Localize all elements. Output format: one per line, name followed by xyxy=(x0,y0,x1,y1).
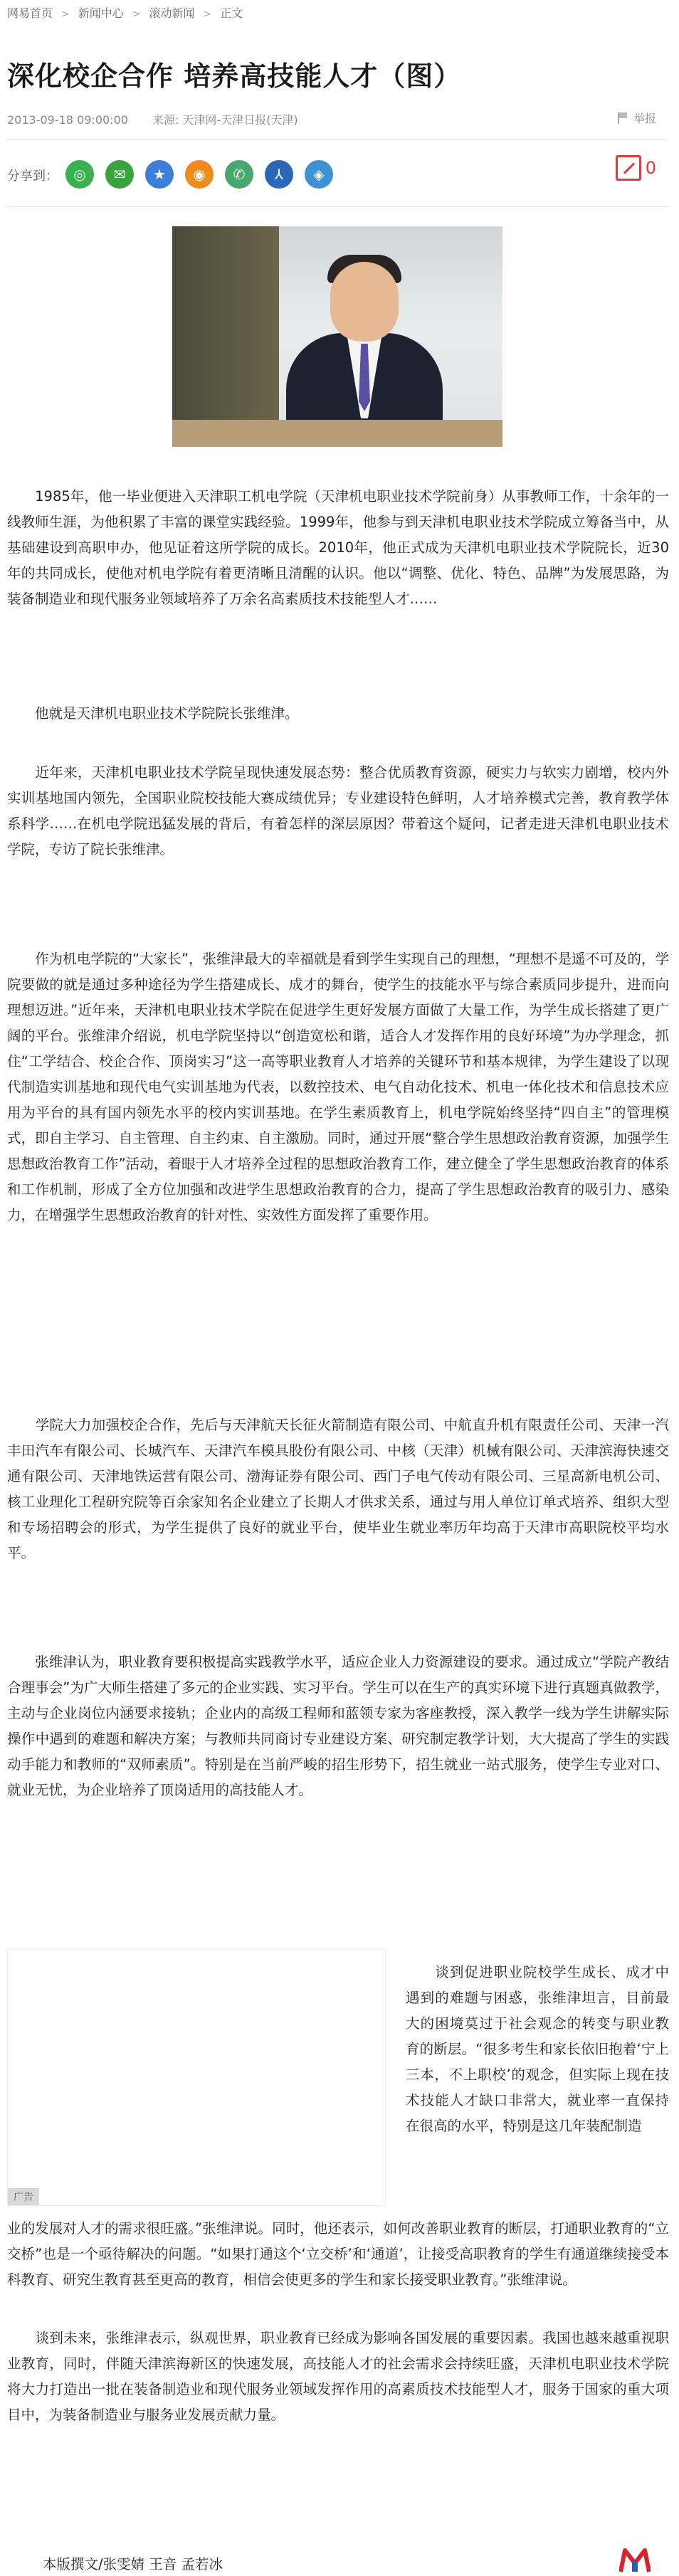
ad-label: 广告 xyxy=(8,2188,39,2205)
breadcrumb-current: 正文 xyxy=(220,6,243,20)
comment-count: 0 xyxy=(645,158,656,178)
ad-placeholder[interactable] xyxy=(7,1948,386,2206)
divider xyxy=(7,206,669,207)
wechat-icon[interactable]: ✉ xyxy=(105,160,134,189)
chevron-right-icon: > xyxy=(132,9,141,20)
report-button[interactable] xyxy=(618,110,656,126)
breadcrumb-rolling-link[interactable]: 滚动新闻 xyxy=(149,6,195,20)
article-source[interactable]: 来源: 天津网-天津日报(天津) xyxy=(152,113,298,127)
paragraph: 张维津认为，职业教育要积极提高实践教学水平，适应企业人力资源建设的要求。通过成立“学院产教结合理事会”为广大师生搭建了多元的企业实践、实习平台。学生可以在生产的真实环境下进行真题真做教学，主动与企业岗位内涵要求接轨；企业内的高级工程师和蓝领专家为客座教授，深入教学一线为学生讲解实际操作中遇到的难题和解决方案；与教师共同商讨专业建设方案、研究制定教学计划，大大提高了学生的实践动手能力和教师的“双师素质”。特别是在当前严峻的招生形势下，招生就业一站式服务，使学生专业对口、就业无忧，为企业培养了顶岗适用的高技能人才。 xyxy=(7,1654,669,1798)
chevron-right-icon: > xyxy=(61,9,70,20)
paragraph: 近年来，天津机电职业技术学院呈现快速发展态势：整合优质教育资源，硬实力与软实力剧增，校内外实训基地国内领先，全国职业院校技能大赛成绩优异；专业建设特色鲜明，人才培养模式完善，教育教学体系科学……在机电学院迅猛发展的背后，有着怎样的深层原因？带着这个疑问，记者走进天津机电职业技术学院，专访了院长张维津。 xyxy=(7,764,669,857)
comment-button[interactable] xyxy=(616,155,656,181)
paragraph: 业的发展对人才的需求很旺盛。”张维津说。同时，他还表示，如何改善职业教育的断层，打通职业教育的“立交桥”也是一个亟待解决的问题。“如果打通这个‘立交桥’和‘通道’，让接受高职教育的学生有通道继续接受本科教育、研究生教育甚至更高的教育，相信会使更多的学生和家长接受职业教育。”张维津说。 xyxy=(7,2220,669,2288)
paragraph: 作为机电学院的“大家长”，张维津最大的幸福就是看到学生实现自己的理想，“理想不是遥不可及的，学院要做的就是通过多种途径为学生搭建成长、成才的舞台，使学生的技能水平与综合素质同步提升，进而向理想迈进。”近年来，天津机电职业技术学院在促进学生更好发展方面做了大量工作，为学生成长搭建了更广阔的平台。张维津介绍说，机电学院坚持以“创造宽松和谐，适合人才发挥作用的良好环境”为办学理念，抓住“工学结合、校企合作、顶岗实习”这一高等职业教育人才培养的关键环节和基本规律，为学生建设了以现代制造实训基地和现代电气实训基地为代表，以数控技术、电气自动化技术、机电一体化技术和信息技术应用为平台的具有国内领先水平的校内实训基地。在学生素质教育上，机电学院始终坚持“四自主”的管理模式，即自主学习、自主管理、自主约束、自主激励。同时，通过开展“整合学生思想政治教育资源，加强学生思想政治教育工作”活动，着眼于人才培养全过程的思想政治教育工作，建立健全了学生思想政治教育的体系和工作机制，形成了全方位加强和改进学生思想政治教育的合力，提高了学生思想政治教育的吸引力、感染力，在增强学生思想政治教育的针对性、实效性方面发挥了重要作用。 xyxy=(7,951,669,1223)
chevron-right-icon: > xyxy=(203,9,212,20)
tencent-weibo-icon[interactable]: ◈ xyxy=(305,160,333,189)
share-label: 分享到： xyxy=(7,169,58,184)
page-title: 深化校企合作 培养高技能人才（图） xyxy=(7,60,462,92)
qzone-icon[interactable]: ★ xyxy=(145,160,174,189)
breadcrumb-home-link[interactable]: 网易首页 xyxy=(7,6,53,20)
flag-icon xyxy=(618,112,629,124)
breadcrumb xyxy=(7,4,243,21)
article-photo xyxy=(172,226,502,447)
share-bar xyxy=(7,160,669,191)
paragraph: 他就是天津机电职业技术学院院长张维津。 xyxy=(7,705,299,722)
renren-icon[interactable]: ⅄ xyxy=(265,160,293,189)
article-meta xyxy=(7,111,298,127)
paragraph: 1985年，他一毕业便进入天津职工机电学院（天津机电职业技术学院前身）从事教师工作，十余年的一线教师生涯，为他积累了丰富的课堂实践经验。1999年，他参与到天津机电职业技术学院成立筹备当中，从基础建设到高职申办，他见证着这所学院的成长。2010年，他正式成为天津机电职业技术学院院长，近30年的共同成长，使他对机电学院有着更清晰且清醒的认识。他以“调整、优化、特色、品牌”为发展思路，为装备制造业和现代服务业领域培养了万余名高素质技术技能型人才…… xyxy=(7,488,669,607)
editor-line: 本版撰文/张雯婧 王音 孟若冰 xyxy=(43,2556,223,2572)
paragraph: 学院大力加强校企合作，先后与天津航天长征火箭制造有限公司、中航直升机有限责任公司、天津一汽丰田汽车有限公司、长城汽车、天津汽车模具股份有限公司、中核（天津）机械有限公司、天津滨海快速交通有限公司、天津地铁运营有限公司、渤海证券有限公司、西门子电气传动有限公司、三星高新电机公司、核工业理化工程研究院等百余家知名企业建立了长期人才供求关系，通过与用人单位订单式培养、组织大型和专场招聘会的形式，为学生提供了良好的就业平台，使毕业生就业率历年均高于天津市高职院校平均水平。 xyxy=(7,1417,669,1561)
divider xyxy=(7,139,669,140)
comment-edit-icon xyxy=(616,155,641,181)
report-label: 举报 xyxy=(633,112,656,125)
phone-icon[interactable]: ✆ xyxy=(225,160,253,189)
breadcrumb-news-link[interactable]: 新闻中心 xyxy=(78,6,124,20)
wangyi-logo xyxy=(619,2548,651,2573)
yixin-icon[interactable]: ◎ xyxy=(65,160,94,189)
article-datetime: 2013-09-18 09:00:00 xyxy=(7,113,128,127)
paragraph: 谈到促进职业院校学生成长、成才中遇到的难题与困惑，张维津坦言，目前最大的困境莫过于社会观念的转变与职业教育的断层。“很多考生和家长依旧抱着‘宁上三本，不上职校’的观念，但实际上现在技术技能人才缺口非常大，就业率一直保持在很高的水平，特别是这几年装配制造 xyxy=(406,1964,669,2134)
paragraph: 谈到未来，张维津表示，纵观世界，职业教育已经成为影响各国发展的重要因素。我国也越来越重视职业教育，同时，伴随天津滨海新区的快速发展，高技能人才的社会需求会持续旺盛，天津机电职业技术学院将大力打造出一批在装备制造业和现代服务业领域发挥作用的高素质技术技能型人才，服务于国家的重大项目中，为装备制造业与服务业发展贡献力量。 xyxy=(7,2330,669,2423)
weibo-icon[interactable]: ◉ xyxy=(185,160,214,189)
